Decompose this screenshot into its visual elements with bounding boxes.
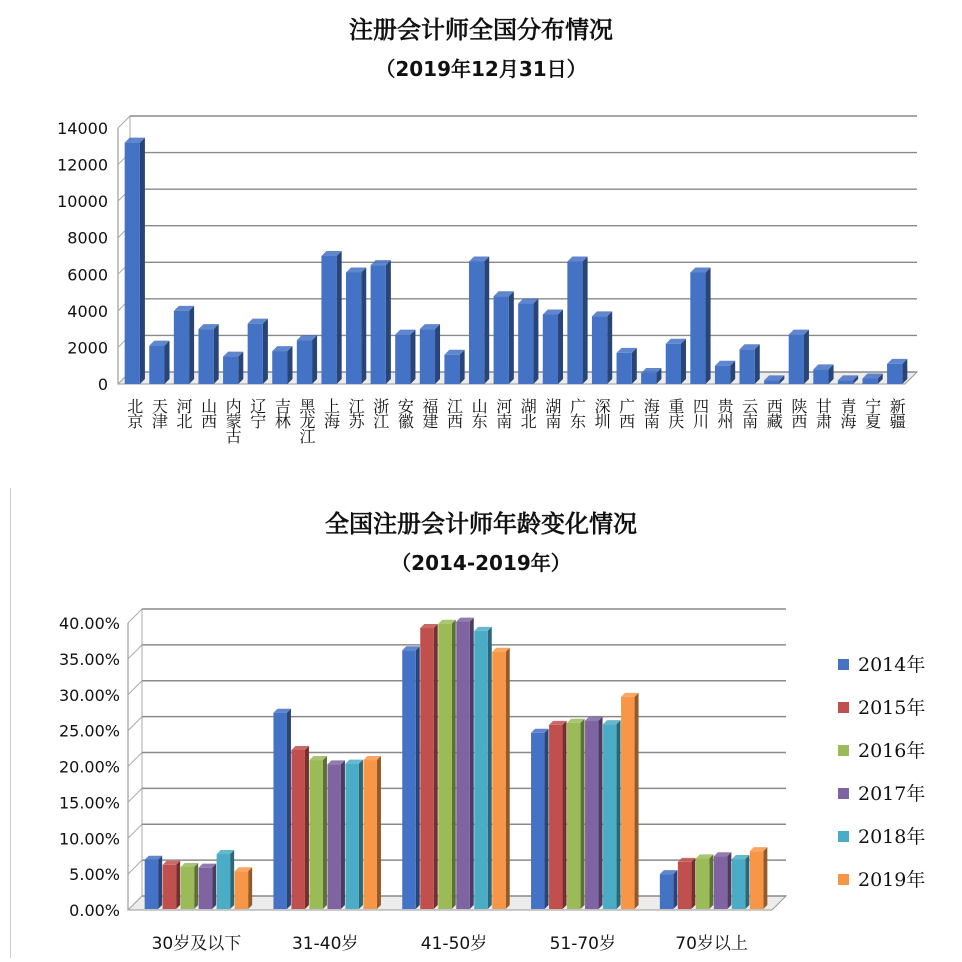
legend-swatch xyxy=(838,745,849,756)
legend-swatch xyxy=(838,659,849,670)
bar-70岁以上-2017年 xyxy=(714,852,732,909)
bar-41-50岁-2018年 xyxy=(474,627,492,909)
bar-陕西 xyxy=(789,330,809,384)
bar-30岁及以下-2015年 xyxy=(163,861,181,909)
x-tick-label: 内蒙古 xyxy=(223,398,243,443)
bar-41-50岁-2019年 xyxy=(492,648,510,909)
x-tick-label: 贵州 xyxy=(715,398,735,428)
x-tick-label: 甘肃 xyxy=(813,398,833,428)
x-tick-label: 安徽 xyxy=(395,398,415,428)
legend-label: 2017年 xyxy=(858,783,926,805)
legend-label: 2019年 xyxy=(858,869,926,891)
bar-31-40岁-2014年 xyxy=(273,709,291,909)
bar-云南 xyxy=(740,344,760,384)
x-tick-label: 深圳 xyxy=(592,398,612,428)
x-tick-label: 江西 xyxy=(444,398,464,428)
bar-安徽 xyxy=(395,330,415,384)
bar-湖南 xyxy=(543,310,563,384)
x-tick-label: 青海 xyxy=(838,398,858,428)
legend-label: 2016年 xyxy=(858,740,926,762)
bar-51-70岁-2017年 xyxy=(585,717,603,909)
legend-label: 2015年 xyxy=(858,697,926,719)
bar-浙江 xyxy=(371,260,391,384)
x-tick-label: 西藏 xyxy=(764,398,784,428)
bar-31-40岁-2015年 xyxy=(291,746,309,909)
x-tick-label: 41-50岁 xyxy=(420,934,488,954)
x-tick-label: 70岁以上 xyxy=(675,934,748,954)
chart1-x-axis xyxy=(125,397,906,444)
bar-上海 xyxy=(321,251,341,384)
age-distribution-chart xyxy=(0,480,962,962)
bar-70岁以上-2015年 xyxy=(678,858,696,909)
x-tick-label: 31-40岁 xyxy=(291,934,359,954)
x-tick-label: 30岁及以下 xyxy=(151,934,242,954)
y-tick-label: 4000 xyxy=(67,301,108,321)
chart2-bars xyxy=(145,618,768,909)
bar-30岁及以下-2014年 xyxy=(145,856,163,909)
x-tick-label: 湖南 xyxy=(542,398,562,428)
bar-河南 xyxy=(494,291,514,384)
y-tick-label: 15.00% xyxy=(58,793,120,813)
x-tick-label: 湖北 xyxy=(518,398,538,428)
bar-31-40岁-2019年 xyxy=(363,756,381,909)
bar-41-50岁-2015年 xyxy=(420,624,438,909)
chart2-subtitle: （2014-2019年） xyxy=(391,551,571,575)
bar-31-40岁-2018年 xyxy=(345,760,363,909)
bar-70岁以上-2018年 xyxy=(732,855,750,909)
y-tick-label: 12000 xyxy=(57,155,108,175)
bar-51-70岁-2014年 xyxy=(531,729,549,909)
x-tick-label: 山东 xyxy=(469,398,489,428)
bar-山西 xyxy=(198,324,218,384)
bar-广西 xyxy=(617,348,637,384)
chart1-title: 注册会计师全国分布情况 xyxy=(349,16,613,44)
legend-label: 2018年 xyxy=(858,826,926,848)
x-tick-label: 山西 xyxy=(198,398,218,428)
y-tick-label: 35.00% xyxy=(58,649,120,669)
y-tick-label: 0 xyxy=(97,375,108,394)
chart1-bars xyxy=(125,138,908,384)
legend-label: 2014年 xyxy=(858,654,926,676)
bar-30岁及以下-2016年 xyxy=(181,863,199,909)
legend-swatch xyxy=(838,874,849,885)
bar-51-70岁-2018年 xyxy=(603,720,621,909)
x-tick-label: 重庆 xyxy=(665,398,685,428)
bar-30岁及以下-2019年 xyxy=(235,867,253,909)
bar-重庆 xyxy=(666,339,686,384)
x-tick-label: 福建 xyxy=(419,398,439,428)
bar-黑龙江 xyxy=(297,335,317,384)
x-tick-label: 浙江 xyxy=(370,398,390,428)
bar-湖北 xyxy=(518,299,538,384)
chart2-y-axis xyxy=(59,614,120,920)
y-tick-label: 25.00% xyxy=(58,721,120,741)
x-tick-label: 广东 xyxy=(567,398,587,428)
bar-广东 xyxy=(567,256,587,384)
x-tick-label: 新疆 xyxy=(887,398,907,428)
x-tick-label: 河南 xyxy=(493,398,513,428)
x-tick-label: 陕西 xyxy=(788,398,808,428)
province-distribution-chart xyxy=(0,0,962,480)
y-tick-label: 40.00% xyxy=(58,614,120,633)
bar-41-50岁-2017年 xyxy=(456,618,474,909)
y-tick-label: 2000 xyxy=(67,338,108,358)
bar-41-50岁-2016年 xyxy=(438,620,456,909)
bar-70岁以上-2014年 xyxy=(660,870,678,909)
y-tick-label: 5.00% xyxy=(69,865,120,885)
y-tick-label: 0.00% xyxy=(69,901,120,920)
x-tick-label: 宁夏 xyxy=(862,398,882,428)
bar-51-70岁-2019年 xyxy=(621,693,639,909)
bar-深圳 xyxy=(592,311,612,384)
bar-新疆 xyxy=(887,359,907,384)
legend-swatch xyxy=(838,788,849,799)
y-tick-label: 6000 xyxy=(67,265,108,285)
bar-四川 xyxy=(690,267,710,384)
chart1-subtitle: （2019年12月31日） xyxy=(375,57,587,81)
x-tick-label: 江苏 xyxy=(346,398,366,428)
bar-吉林 xyxy=(272,346,292,384)
chart2-legend xyxy=(838,654,925,891)
bar-31-40岁-2016年 xyxy=(309,756,327,909)
bar-福建 xyxy=(420,324,440,384)
y-tick-label: 14000 xyxy=(57,119,108,138)
bar-30岁及以下-2017年 xyxy=(199,864,217,909)
y-tick-label: 30.00% xyxy=(58,685,120,705)
x-tick-label: 北京 xyxy=(124,398,144,428)
bar-北京 xyxy=(125,138,145,384)
legend-swatch xyxy=(838,702,849,713)
x-tick-label: 51-70岁 xyxy=(549,934,617,954)
bar-70岁以上-2016年 xyxy=(696,854,714,909)
x-tick-label: 河北 xyxy=(173,398,193,428)
bar-天津 xyxy=(149,341,169,384)
x-tick-label: 云南 xyxy=(739,398,759,428)
x-tick-label: 四川 xyxy=(690,398,710,428)
bar-贵州 xyxy=(715,361,735,384)
legend-swatch xyxy=(838,831,849,842)
bar-江西 xyxy=(444,350,464,384)
bar-海南 xyxy=(641,368,661,384)
y-tick-label: 10.00% xyxy=(58,829,120,849)
bar-30岁及以下-2018年 xyxy=(217,850,235,909)
x-tick-label: 上海 xyxy=(321,398,341,428)
chart2-title: 全国注册会计师年龄变化情况 xyxy=(325,510,637,538)
bar-31-40岁-2017年 xyxy=(327,760,345,909)
bar-河北 xyxy=(174,306,194,384)
bar-51-70岁-2016年 xyxy=(567,719,585,909)
bar-甘肃 xyxy=(813,364,833,384)
y-tick-label: 8000 xyxy=(67,228,108,248)
bar-41-50岁-2014年 xyxy=(402,646,420,909)
x-tick-label: 广西 xyxy=(616,398,636,428)
x-tick-label: 吉林 xyxy=(272,398,292,428)
x-tick-label: 海南 xyxy=(641,398,661,428)
chart1-y-axis xyxy=(57,119,108,394)
bar-51-70岁-2015年 xyxy=(549,721,567,909)
x-tick-label: 天津 xyxy=(149,398,169,428)
x-tick-label: 辽宁 xyxy=(247,398,267,428)
y-tick-label: 10000 xyxy=(57,192,108,212)
bar-内蒙古 xyxy=(223,352,243,384)
chart2-x-axis xyxy=(152,934,748,954)
bar-辽宁 xyxy=(248,319,268,384)
bar-江苏 xyxy=(346,267,366,384)
y-tick-label: 20.00% xyxy=(58,757,120,777)
x-tick-label: 黑龙江 xyxy=(296,398,316,443)
bar-山东 xyxy=(469,256,489,384)
bar-70岁以上-2019年 xyxy=(750,847,768,909)
